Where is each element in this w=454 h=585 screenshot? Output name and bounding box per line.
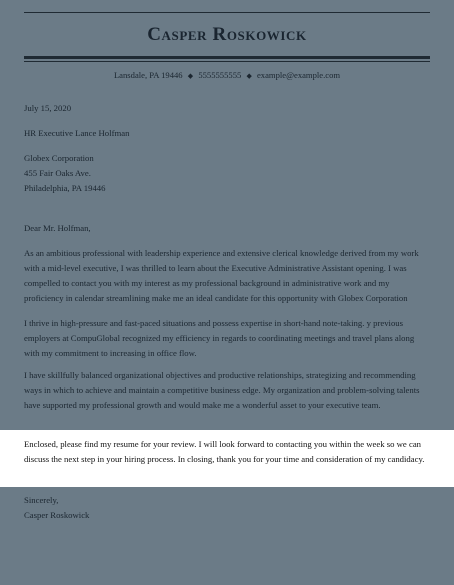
letter-date: July 15, 2020 <box>24 103 72 113</box>
signature: Casper Roskowick <box>24 510 90 520</box>
company-city: Philadelphia, PA 19446 <box>24 183 106 193</box>
contact-location: Lansdale, PA 19446 <box>113 70 183 80</box>
body-paragraph-4: Enclosed, please find my resume for your review. I will look forward to contacting you within the week so we can discuss the next step in your hiring process. In closing, thank you for your time and consideration of my candidacy. <box>24 439 425 464</box>
body-paragraph-3: I have skillfully balanced organizational objectives and productive relationships, strategizing and recommending ways in which to achieve and maintain a competitive business edge. My organization and problem-solving talents have supported my professional growth and would make me a wonderful asset to your executive team. <box>24 370 420 410</box>
applicant-name: Casper Roskowick <box>147 24 307 45</box>
contact-phone: 5555555555 <box>198 70 242 80</box>
body-paragraph-1: As an ambitious professional with leadership experience and extensive clerical knowledge derived from my work with a mid-level executive, I was thrilled to learn about the Executive Administrative Assistant opening. I was compelled to contact you with my interest as my professional background in administrative work and my proficiency in calendar streamlining make me an ideal candidate for this opportunity with Globex Corporation <box>24 248 419 303</box>
recipient-name: HR Executive Lance Holfman <box>24 128 130 138</box>
closing-block <box>24 493 430 523</box>
company-street: 455 Fair Oaks Ave. <box>24 168 91 178</box>
company-name: Globex Corporation <box>24 153 94 163</box>
salutation: Dear Mr. Holfman, <box>24 223 91 233</box>
company-address <box>24 151 430 196</box>
header-top-rule <box>24 12 430 13</box>
contact-email: example@example.com <box>256 70 341 80</box>
header-thick-rule <box>24 56 430 59</box>
diamond-separator-icon: ◆ <box>246 72 252 80</box>
closing: Sincerely, <box>24 495 59 505</box>
contact-line <box>0 70 454 80</box>
body-paragraph-2: I thrive in high-pressure and fast-paced situations and possess expertise in short-hand note-taking. y previous employers at CompuGlobal recognized my efficiency in regards to coordinating meetings and travel plans along with my commitment to increasing in office flow. <box>24 318 415 358</box>
diamond-separator-icon: ◆ <box>187 72 194 80</box>
header-thin-rule <box>24 61 430 62</box>
